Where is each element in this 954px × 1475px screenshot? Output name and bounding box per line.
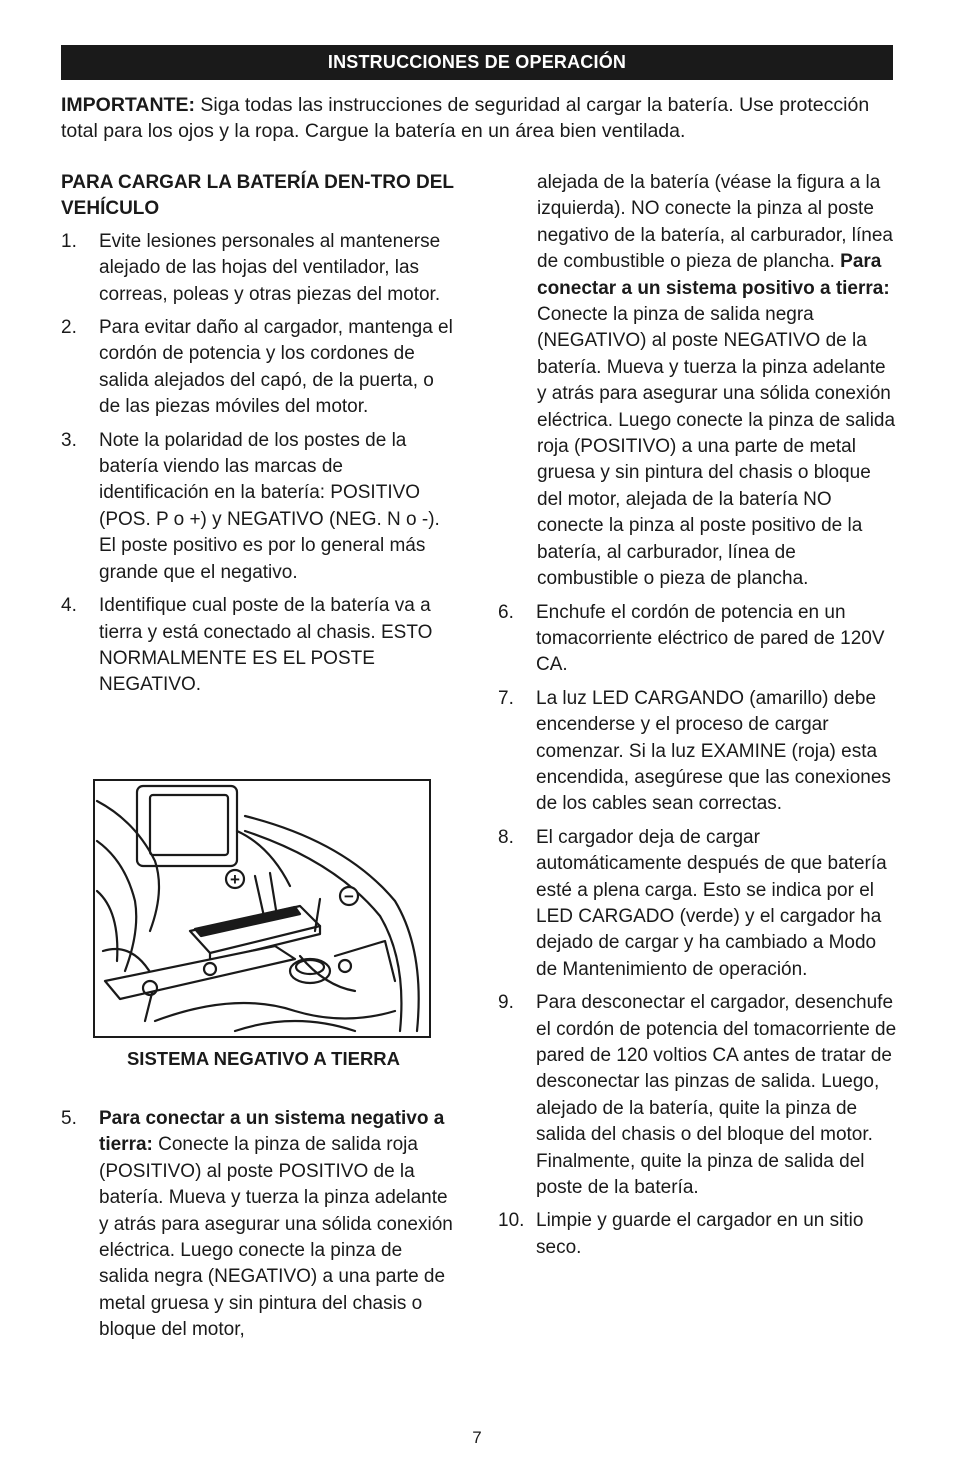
- item-number: 1.: [61, 230, 77, 252]
- plus-sign: +: [230, 870, 240, 889]
- figure-caption: SISTEMA NEGATIVO A TIERRA: [126, 1048, 401, 1069]
- list-item-8: [498, 825, 898, 983]
- minus-sign: −: [344, 887, 354, 906]
- item-text: Para desconectar el cargador, desenchufe el cordón de potencia del tomacorriente de pared de 120 voltios CA antes de tratar de desconectar las pinzas de salida. Luego, alejado de la batería, quite la pinza de salida del chasis o del bloque del motor. Finalmente, quite la pinza de salida del poste de la batería.: [536, 992, 897, 1199]
- important-label: IMPORTANTE:: [61, 94, 195, 116]
- list-item-10: [498, 1208, 898, 1261]
- item-number: 5.: [61, 1108, 77, 1129]
- section-title: INSTRUCCIONES DE OPERACIÓN: [327, 52, 627, 72]
- list-item-5-continued: [498, 170, 898, 593]
- list-item-6: [498, 600, 898, 679]
- item-number: 8.: [498, 826, 514, 848]
- section-title-banner: [61, 45, 893, 80]
- list-item-4: [61, 593, 456, 699]
- item-text: Conecte la pinza de salida negra (NEGATIVO) al poste NEGATIVO de la batería. Mueva y tuerza la pinza adelante y atrás para asegurar una sólida conexión eléctrica. Luego conecte la pinza de salida roja (POSITIVO) a una parte de metal gruesa y sin pintura del chasis o bloque del motor, alejada de la batería NO conecte la pinza al poste positivo de la batería, al carburador, línea de combustible o pieza de plancha.: [537, 304, 896, 590]
- section-heading: PARA CARGAR LA BATERÍA DEN-TRO DEL VEHÍCULO: [61, 172, 454, 220]
- item-text: Note la polaridad de los postes de la batería viendo las marcas de identificación en la batería: POSITIVO (POS. P o +) y NEGATIVO (NEG. N o -). El poste positivo es por lo general más grande que el negativo.: [99, 429, 440, 583]
- important-note: [61, 92, 893, 144]
- item-text: Limpie y guarde el cargador en un sitio seco.: [536, 1210, 864, 1258]
- engine-bay-drawing: [95, 781, 429, 1036]
- item-number: 6.: [498, 601, 514, 623]
- item-text: La luz LED CARGANDO (amarillo) debe encenderse y el proceso de cargar comenzar. Si la luz EXAMINE (roja) esta encendida, asegúrese que las conexiones de los cables sean correctas.: [536, 687, 891, 815]
- item-text: Evite lesiones personales al mantenerse alejado de las hojas del ventilador, las correas, poleas y otras piezas del motor.: [99, 230, 441, 305]
- item-number: 7.: [498, 687, 514, 709]
- item-text: Para evitar daño al cargador, mantenga el cordón de potencia y los cordones de salida alejados del capó, de la puerta, o de las piezas móviles del motor.: [99, 317, 453, 418]
- item-text: El cargador deja de cargar automáticamente después de que batería esté a plena carga. Esto se indica por el LED CARGADO (verde) y el cargador ha dejado de cargar y ha cambiado a Modo de Mantenimiento de operación.: [536, 826, 887, 980]
- negative-symbol: [340, 887, 358, 906]
- positive-symbol: [226, 870, 244, 889]
- item-text: Enchufe el cordón de potencia en un tomacorriente eléctrico de pared de 120V CA.: [536, 601, 885, 676]
- list-item-3: [61, 428, 456, 586]
- page-number: 7: [472, 1428, 482, 1447]
- list-item-2: [61, 315, 456, 421]
- item-number: 4.: [61, 595, 77, 617]
- item-text: alejada de la batería (véase la figura a la izquierda). NO conecte la pinza al poste negativo de la batería, al carburador, línea de combustible o pieza de plancha.: [537, 172, 893, 273]
- item-text: Identifique cual poste de la batería va a tierra y está conectado al chasis. ESTO NORMALMENTE ES EL POSTE NEGATIVO.: [99, 595, 433, 696]
- list-item-9: [498, 990, 898, 1201]
- item-number: 2.: [61, 317, 77, 339]
- list-item-5: [61, 1106, 456, 1344]
- right-column: [498, 170, 898, 1268]
- item-number: 9.: [498, 992, 514, 1014]
- list-item-1: [61, 229, 456, 308]
- battery-illustration: [93, 779, 431, 1038]
- important-text: Siga todas las instrucciones de seguridad al cargar la batería. Use protección total para los ojos y la ropa. Cargue la batería en un área bien ventilada.: [61, 94, 870, 142]
- item-bold-lead: Para conectar a un sistema negativo a tierra:: [99, 1108, 445, 1156]
- item-text: Conecte la pinza de salida roja (POSITIVO) al poste POSITIVO de la batería. Mueva y tuerza la pinza adelante y atrás para asegurar una sólida conexión eléctrica. Luego conecte la pinza de salida negra (NEGATIVO) a una parte de metal gruesa y sin pintura del chasis o bloque del motor,: [99, 1134, 453, 1341]
- left-column: [61, 170, 456, 706]
- list-item-7: [498, 686, 898, 818]
- item-number: 3.: [61, 429, 77, 451]
- item-bold-lead: Para conectar a un sistema positivo a tierra:: [537, 251, 890, 299]
- item-number: 10.: [498, 1210, 525, 1232]
